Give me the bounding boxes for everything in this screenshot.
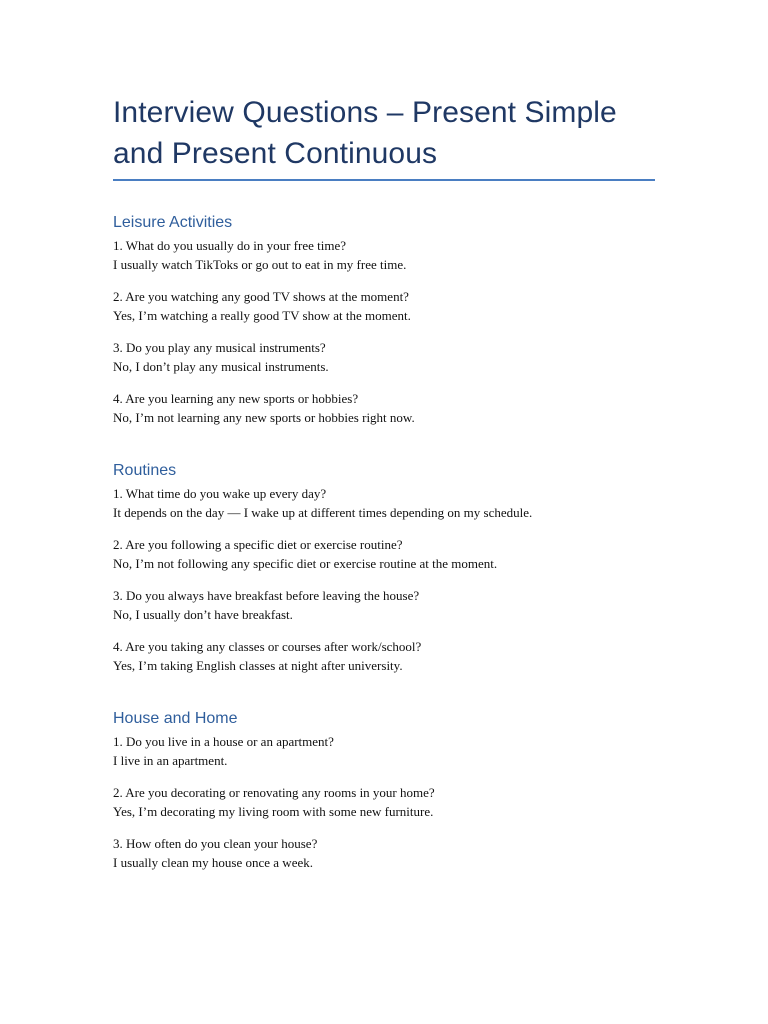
qa-item [113, 338, 713, 376]
section-routines [113, 461, 713, 688]
qa-item [113, 586, 713, 624]
section-heading: Routines [113, 462, 177, 479]
answer-text: I usually clean my house once a week. [113, 855, 313, 870]
question-text: 1. What do you usually do in your free time? [113, 238, 346, 253]
page-title [113, 92, 658, 174]
section-heading: Leisure Activities [113, 214, 233, 231]
qa-item [113, 783, 713, 821]
answer-text: Yes, I’m taking English classes at night after university. [113, 658, 403, 673]
qa-item [113, 834, 713, 872]
question-text: 4. Are you learning any new sports or hobbies? [113, 391, 359, 406]
answer-text: No, I’m not learning any new sports or hobbies right now. [113, 410, 415, 425]
section-heading: House and Home [113, 710, 238, 727]
question-text: 3. How often do you clean your house? [113, 836, 318, 851]
answer-text: No, I don’t play any musical instruments. [113, 359, 329, 374]
answer-text: It depends on the day — I wake up at different times depending on my schedule. [113, 505, 533, 520]
answer-text: I live in an apartment. [113, 753, 228, 768]
answer-text: No, I’m not following any specific diet or exercise routine at the moment. [113, 556, 498, 571]
question-text: 3. Do you always have breakfast before leaving the house? [113, 588, 420, 603]
qa-item [113, 732, 713, 770]
title-line-2: and Present Continuous [113, 137, 438, 170]
answer-text: No, I usually don’t have breakfast. [113, 607, 293, 622]
question-text: 3. Do you play any musical instruments? [113, 340, 326, 355]
title-line-1: Interview Questions – Present Simple [113, 96, 617, 129]
qa-item [113, 389, 713, 427]
question-text: 2. Are you following a specific diet or exercise routine? [113, 537, 403, 552]
question-text: 2. Are you decorating or renovating any rooms in your home? [113, 785, 435, 800]
question-text: 1. What time do you wake up every day? [113, 486, 327, 501]
qa-item [113, 535, 713, 573]
qa-item [113, 287, 713, 325]
section-house-and-home [113, 709, 713, 885]
question-text: 1. Do you live in a house or an apartment? [113, 734, 334, 749]
section-leisure-activities [113, 213, 713, 440]
qa-item [113, 236, 713, 274]
title-block [113, 92, 658, 174]
title-underline-rule [113, 179, 655, 181]
qa-item [113, 637, 713, 675]
question-text: 4. Are you taking any classes or courses after work/school? [113, 639, 422, 654]
qa-item [113, 484, 713, 522]
question-text: 2. Are you watching any good TV shows at the moment? [113, 289, 409, 304]
answer-text: Yes, I’m watching a really good TV show at the moment. [113, 308, 411, 323]
answer-text: Yes, I’m decorating my living room with some new furniture. [113, 804, 434, 819]
answer-text: I usually watch TikToks or go out to eat in my free time. [113, 257, 407, 272]
